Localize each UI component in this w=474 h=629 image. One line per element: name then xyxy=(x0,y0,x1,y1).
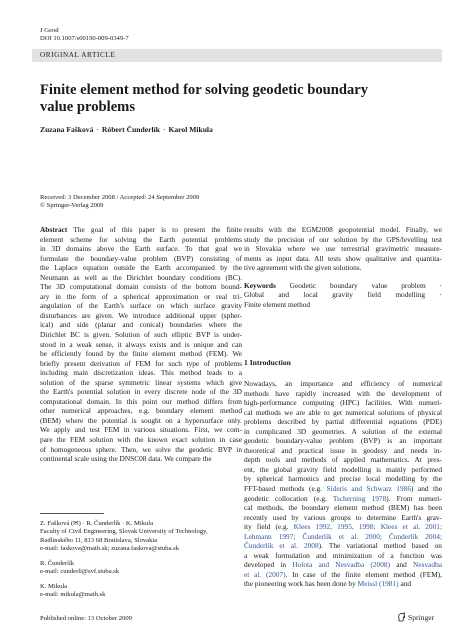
abstract-continuation xyxy=(244,225,442,273)
abstract xyxy=(40,225,242,464)
text-segment: problems described by partial differential equations (PDE) xyxy=(244,417,442,427)
affiliation-line: Radlinského 11, 813 68 Bratislava, Slovakia xyxy=(40,536,158,544)
introduction-body xyxy=(244,379,442,589)
text-line xyxy=(40,397,242,407)
text-line xyxy=(40,387,242,397)
text-segment: ent, the global gravity field modelling is mainly performed xyxy=(244,464,442,474)
text-segment: Global and local gravity field modelling · xyxy=(244,290,442,300)
author-separator: · xyxy=(162,125,166,134)
text-line xyxy=(244,225,442,235)
citation-link[interactable]: Nesvadba xyxy=(413,560,443,570)
text-segment: element scheme for solving the Earth potential problems xyxy=(40,234,242,244)
affiliation-block xyxy=(40,583,250,600)
author[interactable]: Karol Mikula xyxy=(168,125,213,134)
affiliation-email[interactable]: e-mail: mikula@math.sk xyxy=(40,591,106,599)
doi[interactable]: DOI 10.1007/s00190-009-0349-7 xyxy=(40,35,129,42)
affiliation-line: Faculty of Civil Engineering, Slovak University of Technology, xyxy=(40,528,208,536)
text-segment: ary in the form of a spherical approximation or real tri- xyxy=(40,291,242,301)
text-segment: of homogeneous sphere. Then, we solve the geodetic BVP in xyxy=(40,444,242,454)
author[interactable]: Róbert Čunderlík xyxy=(101,125,160,134)
title-line: Finite element method for solving geodetic boundary xyxy=(40,82,369,98)
text-line xyxy=(244,551,442,561)
text-segment: ical) and side (planar and conical) boundaries where the xyxy=(40,320,242,330)
text-line xyxy=(40,435,242,445)
affiliation-line: R. Čunderlík xyxy=(40,560,75,567)
citation-link[interactable]: et al. (2007) xyxy=(244,569,286,579)
text-segment: The 3D computational domain consists of the bottom bound- xyxy=(40,282,242,292)
citation-link[interactable]: Sideris and Schwarz 1986 xyxy=(326,484,411,494)
received-info xyxy=(40,194,199,211)
text-line xyxy=(244,436,442,446)
affiliation-block xyxy=(40,560,250,577)
text-line xyxy=(244,494,442,504)
text-segment: methods have rapidly increased with the development of xyxy=(244,388,442,398)
text-line xyxy=(244,465,442,475)
text-line xyxy=(244,290,442,300)
text-segment: computational domain. In this point our method differs from xyxy=(40,396,242,406)
text-segment: geodetic boundary-value problem (BVP) is an important xyxy=(244,436,442,446)
text-segment: ity field (e.g. xyxy=(244,522,294,532)
text-segment: recently used by various groups to determine Earth's grav- xyxy=(244,512,442,522)
text-segment: Nowadays, an importance and efficiency of numerical xyxy=(244,379,442,388)
text-line xyxy=(244,503,442,513)
text-line xyxy=(40,282,242,292)
text-segment: cal methods, the boundary element method (BEM) has been xyxy=(244,503,442,513)
citation-link[interactable]: Tscherning 1978 xyxy=(332,493,387,503)
citation-link[interactable]: Klees 1992, 1995, 1998; Klees et al. 2001; xyxy=(293,522,442,532)
text-line xyxy=(40,425,242,435)
citation-link[interactable]: Čunderlík et al. 2008 xyxy=(244,541,319,551)
text-line xyxy=(244,446,442,456)
text-line xyxy=(244,235,442,245)
text-segment: The goal of this paper is to present the finite xyxy=(67,225,242,234)
text-line xyxy=(244,513,442,523)
text-line xyxy=(244,455,442,465)
text-segment: the Earth's potential solution in every discrete node of the 3D xyxy=(40,387,242,397)
affiliation-email[interactable]: e-mail: cunderli@svf.stuba.sk xyxy=(40,568,120,576)
text-line xyxy=(40,254,242,264)
text-segment: results with the EGM2008 geopotential model. Finally, we xyxy=(244,225,442,234)
text-line xyxy=(40,359,242,369)
text-segment: study the precision of our solution by the GPS/levelling test xyxy=(244,234,442,244)
title-line: value problems xyxy=(40,98,136,115)
text-line xyxy=(244,532,442,542)
text-segment: in Slovakia where we use terrestrial gravimetric measure- xyxy=(244,244,442,254)
text-line xyxy=(40,330,242,340)
text-segment: and xyxy=(398,579,412,589)
text-line xyxy=(244,300,442,310)
text-segment: theoretical and practical issue in geodesy and needs in- xyxy=(244,445,442,455)
text-line xyxy=(244,560,442,570)
text-segment: formulate the boundary-value problem (BVP) consisting of xyxy=(40,253,242,263)
journal-name: J Geod xyxy=(40,27,59,34)
text-line xyxy=(40,311,242,321)
text-line xyxy=(244,408,442,418)
text-line xyxy=(244,570,442,580)
affiliation-line: Z. Fašková (✉) · R. Čunderlík · K. Mikula xyxy=(40,520,154,527)
text-line xyxy=(244,417,442,427)
text-line xyxy=(244,254,442,264)
section-heading-introduction: 1 Introduction xyxy=(244,358,291,367)
text-line xyxy=(244,427,442,437)
text-segment: the Laplace equation outside the Earth accompanied by the xyxy=(40,263,242,273)
right-column xyxy=(244,225,442,309)
footnote-rule xyxy=(40,513,104,514)
text-segment: Geodetic boundary value problem · xyxy=(275,280,442,290)
text-line xyxy=(40,273,242,283)
affiliation-block xyxy=(40,520,250,554)
affiliation-line: K. Mikula xyxy=(40,583,68,590)
text-line xyxy=(40,368,242,378)
text-segment: pare the FEM solution with the known exact solution in case xyxy=(40,435,242,445)
text-segment: by spherical harmonics and precise local modelling by the xyxy=(244,474,442,484)
text-line xyxy=(40,263,242,273)
text-line xyxy=(40,416,242,426)
text-segment: a weak formulation and minimization of a function was xyxy=(244,550,442,560)
text-line xyxy=(244,541,442,551)
text-segment: and xyxy=(390,560,414,570)
text-segment: be efficiently found by the finite element method (FEM). We xyxy=(40,349,242,359)
text-segment: developed in xyxy=(244,560,293,570)
text-line xyxy=(244,579,442,589)
published-date: Published online: 13 October 2009 xyxy=(40,615,132,622)
text-line xyxy=(40,301,242,311)
text-segment: disturbances are given. We introduce additional upper (spher- xyxy=(40,310,242,320)
text-segment: stood in a weak sense, it always exists and is unique and can xyxy=(40,339,242,349)
copyright: © Springer-Verlag 2009 xyxy=(40,202,104,210)
text-segment: ments as input data. All tests show qualitative and quantita- xyxy=(244,253,442,263)
text-segment: briefly present derivation of FEM for such type of problems xyxy=(40,358,242,368)
text-segment: including main discretization ideas. This method leads to a xyxy=(40,368,242,378)
text-line xyxy=(40,349,242,359)
keywords xyxy=(244,281,442,310)
text-segment: We apply and test FEM in various situations. First, we com- xyxy=(40,425,242,435)
text-line xyxy=(244,522,442,532)
text-segment: ) and the xyxy=(411,484,442,494)
text-line xyxy=(244,244,442,254)
article-type: ORIGINAL ARTICLE xyxy=(40,51,116,59)
text-segment: ). From numeri- xyxy=(386,493,442,503)
text-segment: ). The variational method based on xyxy=(318,541,442,551)
text-segment: Neumann as well as the Dirichlet boundary conditions (BC). xyxy=(40,272,242,282)
text-segment: angulation of the Earth's surface on which surface gravity xyxy=(40,301,242,311)
text-segment: continental scale using the DNSC08 data. We compare the xyxy=(40,454,212,464)
text-line xyxy=(244,398,442,408)
text-segment: the pioneering work has been done by xyxy=(244,579,358,589)
text-line xyxy=(40,244,242,254)
citation-link[interactable]: Lehmann 1997; Čunderlík et al. 2000; Čunderlík 2004; xyxy=(244,531,442,541)
text-segment: cal methods we are able to get numerical solutions of physical xyxy=(244,407,442,417)
author-list xyxy=(40,125,213,135)
text-segment: (BEM) where the potential is sought on a hypersurface only. xyxy=(40,415,242,425)
citation-link[interactable]: Holota and Nesvadba (2008) xyxy=(292,560,391,570)
text-segment: Finite element method xyxy=(244,299,311,309)
text-line xyxy=(244,379,442,389)
text-segment: in complicated 3D geometries. A solution of the external xyxy=(244,426,442,436)
text-segment: FFT-based methods (e.g. xyxy=(244,484,327,494)
text-line xyxy=(40,340,242,350)
paper-title xyxy=(40,82,400,115)
text-segment: in 3D domains above the Earth surface. To that goal we xyxy=(40,244,242,254)
publisher-name: Springer xyxy=(408,613,435,622)
text-line xyxy=(40,320,242,330)
text-line xyxy=(244,263,442,273)
text-line xyxy=(40,378,242,388)
publisher-mark xyxy=(397,612,434,623)
text-line xyxy=(244,389,442,399)
text-segment: Dirichlet BC is given. Solution of such elliptic BVP is under- xyxy=(40,330,242,340)
text-line xyxy=(40,292,242,302)
text-line xyxy=(40,406,242,416)
affiliation-email[interactable]: e-mail: faskova@math.sk; zuzana.faskova@stuba.sk xyxy=(40,545,180,553)
text-line xyxy=(40,445,242,455)
text-segment: tive agreement with the given solutions. xyxy=(244,263,362,273)
springer-horse-icon xyxy=(397,612,406,622)
received-dates: Received: 3 December 2008 / Accepted: 24 September 2009 xyxy=(40,194,200,201)
text-line xyxy=(40,235,242,245)
text-line xyxy=(40,454,242,464)
text-segment: high-performance computing (HPC) facilities. With numeri- xyxy=(244,398,442,408)
text-segment: other numerical approaches, e.g. boundary element method xyxy=(40,406,242,416)
text-segment: . In case of the finite element method (FEM), xyxy=(285,569,442,579)
author[interactable]: Zuzana Fašková xyxy=(40,125,94,134)
text-segment: depth tools and methods of applied mathematics. At pres- xyxy=(244,455,442,465)
author-separator: · xyxy=(96,125,99,134)
text-line xyxy=(244,474,442,484)
text-line xyxy=(244,484,442,494)
text-line xyxy=(244,281,442,291)
text-segment: geodetic collocation (e.g. xyxy=(244,493,333,503)
text-line xyxy=(40,225,242,235)
citation-link[interactable]: Meissl (1981) xyxy=(357,579,399,589)
abstract-label: Abstract xyxy=(40,225,68,234)
keywords-label: Keywords xyxy=(244,280,276,290)
text-segment: solution of the sparse symmetric linear systems which give xyxy=(40,377,242,387)
